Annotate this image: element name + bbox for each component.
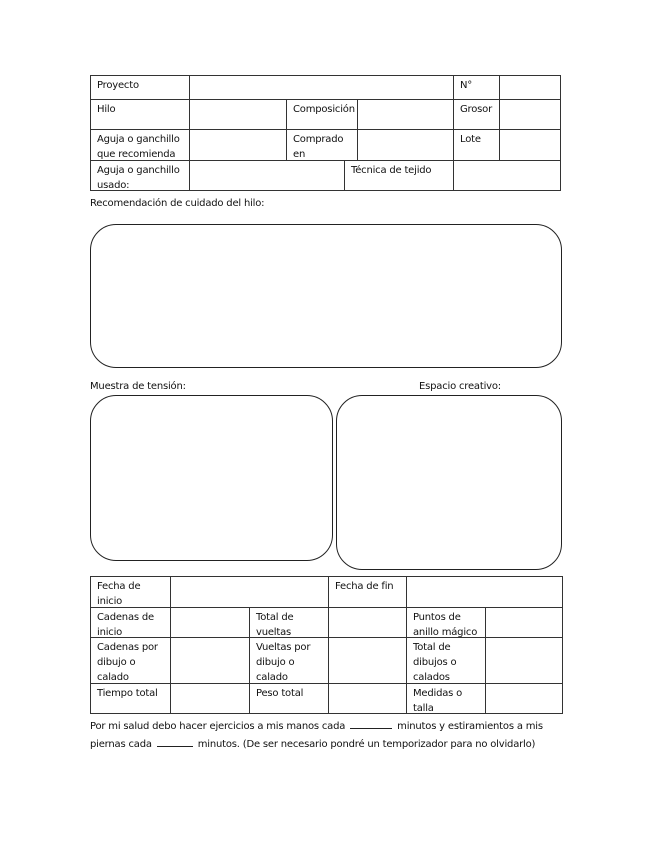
field-aguja-usado[interactable] <box>189 160 345 191</box>
field-fecha-fin[interactable] <box>406 576 563 608</box>
field-lote[interactable] <box>499 129 561 161</box>
label-cadenas-dibujo: Cadenas por dibujo o calado <box>90 637 171 684</box>
field-grosor[interactable] <box>499 99 561 130</box>
field-total-vueltas[interactable] <box>328 607 407 638</box>
field-numero[interactable] <box>499 75 561 100</box>
cuidado-heading: Recomendación de cuidado del hilo: <box>90 198 265 209</box>
label-total-vueltas: Total de vueltas <box>249 607 329 638</box>
field-puntos-anillo[interactable] <box>485 607 563 638</box>
field-comprado-en[interactable] <box>357 129 454 161</box>
field-medidas[interactable] <box>485 683 563 714</box>
label-cadenas-inicio: Cadenas de inicio <box>90 607 171 638</box>
field-cadenas-inicio[interactable] <box>170 607 250 638</box>
label-total-dibujos: Total de dibujos o calados <box>406 637 486 684</box>
label-fecha-fin: Fecha de fin <box>328 576 407 608</box>
label-fecha-inicio: Fecha de inicio <box>90 576 171 608</box>
label-lote: Lote <box>453 129 500 161</box>
hands-minutes-blank[interactable] <box>350 718 392 729</box>
label-grosor: Grosor <box>453 99 500 130</box>
field-total-dibujos[interactable] <box>485 637 563 684</box>
label-tecnica: Técnica de tejido <box>344 160 454 191</box>
creativo-box[interactable] <box>336 395 562 570</box>
field-proyecto[interactable] <box>189 75 454 100</box>
creativo-heading: Espacio creativo: <box>419 381 501 392</box>
legs-minutes-blank[interactable] <box>157 736 193 747</box>
field-tecnica[interactable] <box>453 160 561 191</box>
label-tiempo-total: Tiempo total <box>90 683 171 714</box>
label-aguja-usado: Aguja o ganchillo usado: <box>90 160 190 191</box>
field-composicion[interactable] <box>357 99 454 130</box>
label-composicion: Composición <box>286 99 358 130</box>
muestra-box[interactable] <box>90 395 333 561</box>
health-reminder <box>90 718 560 754</box>
field-peso-total[interactable] <box>328 683 407 714</box>
field-vueltas-dibujo[interactable] <box>328 637 407 684</box>
label-peso-total: Peso total <box>249 683 329 714</box>
reminder-text-2: minutos y estiramientos a mis piernas cada <box>90 721 543 750</box>
field-tiempo-total[interactable] <box>170 683 250 714</box>
reminder-text-1: Por mi salud debo hacer ejercicios a mis manos cada <box>90 721 346 732</box>
label-hilo: Hilo <box>90 99 190 130</box>
field-fecha-inicio[interactable] <box>170 576 329 608</box>
label-comprado-en: Comprado en <box>286 129 358 161</box>
field-aguja-recomienda[interactable] <box>189 129 287 161</box>
label-puntos-anillo: Puntos de anillo mágico <box>406 607 486 638</box>
field-cadenas-dibujo[interactable] <box>170 637 250 684</box>
label-numero: N° <box>453 75 500 100</box>
cuidado-box[interactable] <box>90 224 562 368</box>
field-hilo[interactable] <box>189 99 287 130</box>
label-vueltas-dibujo: Vueltas por dibujo o calado <box>249 637 329 684</box>
muestra-heading: Muestra de tensión: <box>90 381 186 392</box>
label-proyecto: Proyecto <box>90 75 190 100</box>
reminder-text-3: minutos. (De ser necesario pondré un temporizador para no olvidarlo) <box>197 739 536 750</box>
label-medidas: Medidas o talla <box>406 683 486 714</box>
label-aguja-recomienda: Aguja o ganchillo que recomienda <box>90 129 190 161</box>
